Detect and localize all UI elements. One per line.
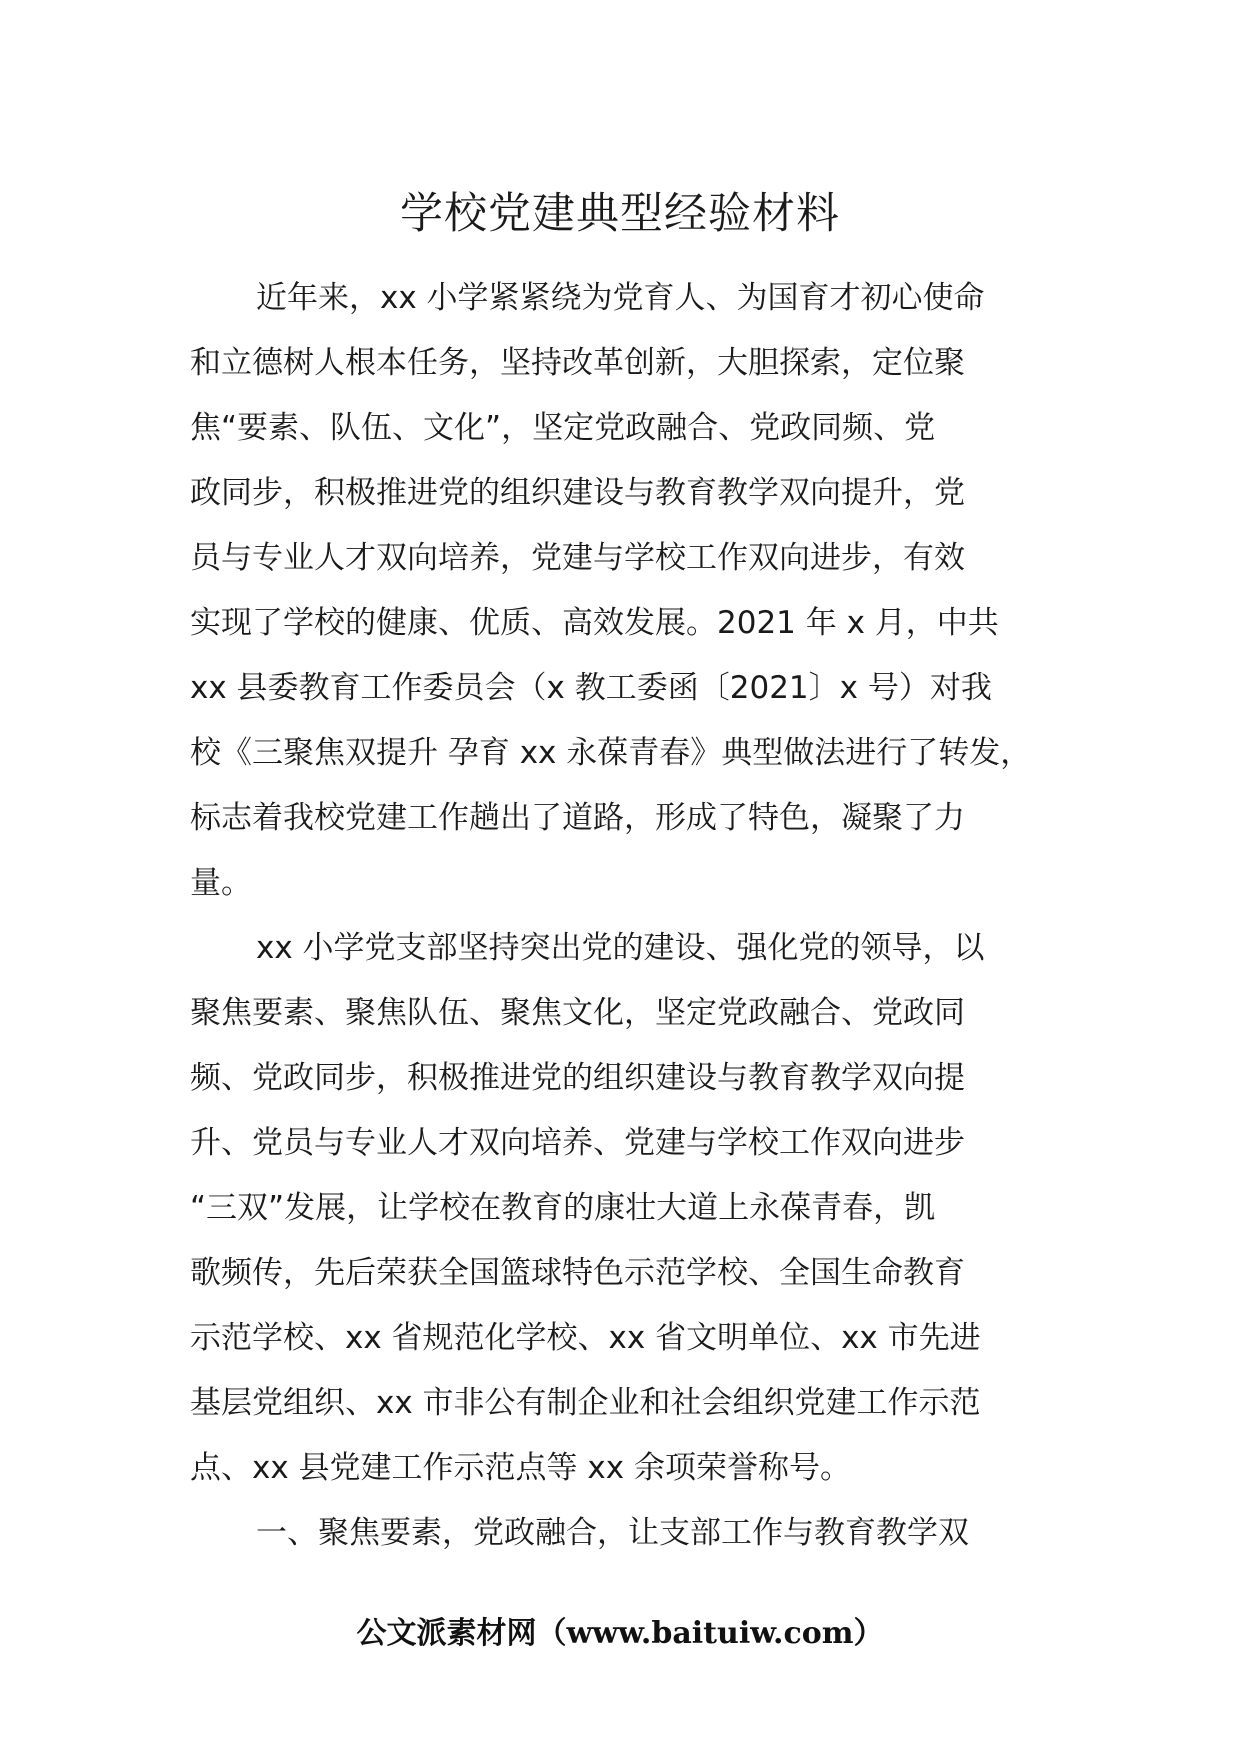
paragraph-line: 员与专业人才双向培养，党建与学校工作双向进步，有效 [190, 540, 965, 576]
paragraph-line: xx 小学党支部坚持突出党的建设、强化党的领导，以 [256, 930, 985, 966]
document-body [190, 266, 1080, 1566]
paragraph-line: xx 县委教育工作委员会（x 教工委函〔2021〕x 号）对我 [190, 670, 992, 706]
section-heading-line: 一、聚焦要素，党政融合，让支部工作与教育教学双 [256, 1515, 969, 1551]
paragraph-line: 升、党员与专业人才双向培养、党建与学校工作双向进步 [190, 1125, 965, 1161]
paragraph-line: 近年来，xx 小学紧紧绕为党育人、为国育才初心使命 [256, 280, 985, 316]
paragraph-line: 示范学校、xx 省规范化学校、xx 省文明单位、xx 市先进 [190, 1320, 981, 1356]
section-heading [190, 1501, 1080, 1566]
footer-watermark-text: 公文派素材网（www.baituiw.com） [356, 1616, 884, 1651]
paragraph-line: 量。 [190, 865, 252, 901]
paragraph-line: 校《三聚焦双提升 孕育 xx 永葆青春》典型做法进行了转发， [190, 735, 1032, 771]
paragraph-line: 标志着我校党建工作趟出了道路，形成了特色，凝聚了力 [190, 800, 965, 836]
paragraph-1 [190, 266, 1080, 916]
paragraph-line: 实现了学校的健康、优质、高效发展。2021 年 x 月，中共 [190, 605, 999, 641]
paragraph-line: 焦“要素、队伍、文化”，坚定党政融合、党政同频、党 [190, 410, 936, 446]
document-title: 学校党建典型经验材料 [400, 189, 840, 239]
paragraph-2 [190, 916, 1080, 1501]
paragraph-line: 和立德树人根本任务，坚持改革创新，大胆探索，定位聚 [190, 345, 965, 381]
paragraph-line: 歌频传，先后荣获全国篮球特色示范学校、全国生命教育 [190, 1255, 965, 1291]
paragraph-line: “三双”发展，让学校在教育的康壮大道上永葆青春，凯 [190, 1190, 936, 1226]
paragraph-line: 频、党政同步，积极推进党的组织建设与教育教学双向提 [190, 1060, 965, 1096]
paragraph-line: 聚焦要素、聚焦队伍、聚焦文化，坚定党政融合、党政同 [190, 995, 965, 1031]
paragraph-line: 基层党组织、xx 市非公有制企业和社会组织党建工作示范 [190, 1385, 981, 1421]
paragraph-line: 点、xx 县党建工作示范点等 xx 余项荣誉称号。 [190, 1450, 851, 1486]
paragraph-line: 政同步，积极推进党的组织建设与教育教学双向提升，党 [190, 475, 965, 511]
